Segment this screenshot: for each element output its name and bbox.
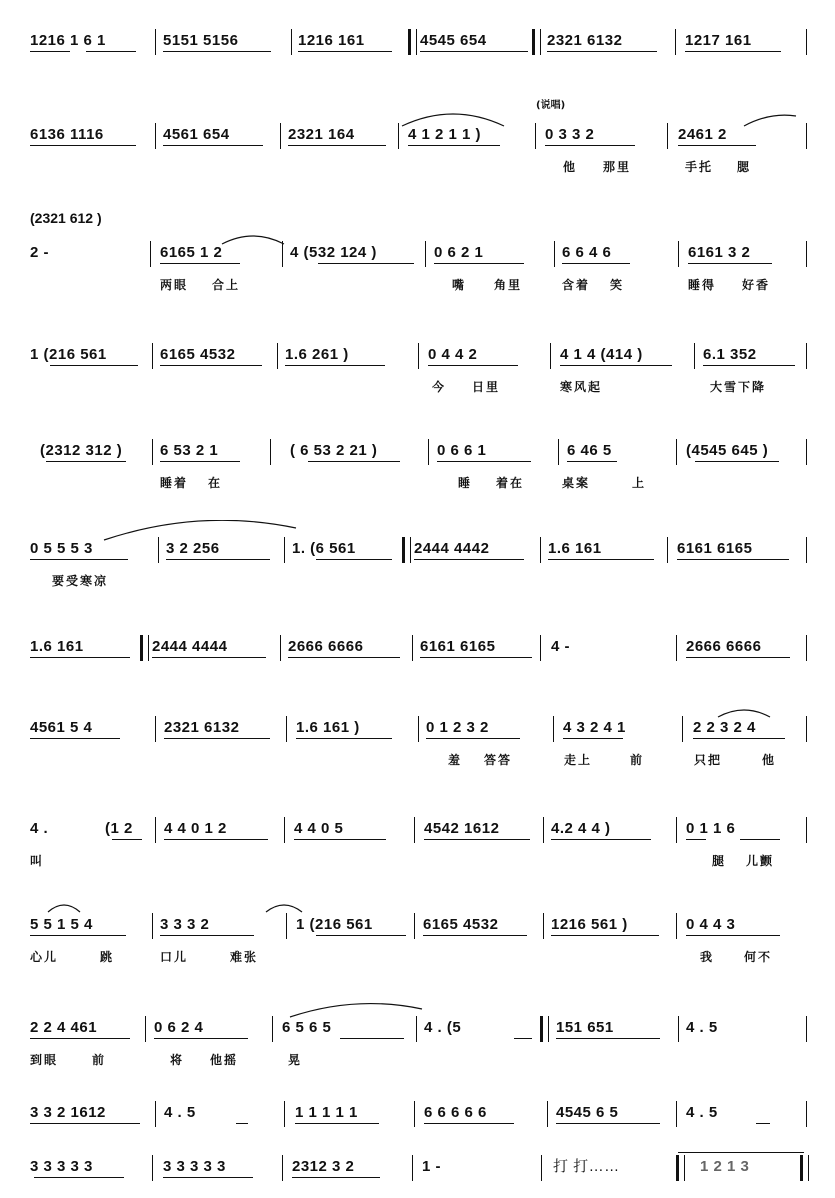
barline [428, 439, 429, 465]
slur [740, 112, 800, 130]
beam [30, 51, 70, 52]
measure: 2 2 3 2 4 [693, 719, 756, 736]
beam [30, 1123, 140, 1124]
barline [412, 635, 413, 661]
beam [423, 935, 527, 936]
measure: 1 (216 561 [296, 916, 373, 933]
measure: 151 651 [556, 1019, 614, 1036]
measure: 1.6 261 ) [285, 346, 349, 363]
measure: 1216 161 [298, 32, 365, 49]
lyric: 他摇 [210, 1053, 239, 1067]
lyric: 何不 [744, 950, 773, 964]
beam [686, 839, 706, 840]
measure: 1.6 161 ) [296, 719, 360, 736]
beam [152, 657, 266, 658]
measure: 0 1 1 6 [686, 820, 736, 837]
beam [308, 461, 400, 462]
beam [756, 1123, 770, 1124]
barline [155, 123, 156, 149]
beam [437, 461, 531, 462]
beam [163, 51, 271, 52]
beam [296, 738, 392, 739]
beam [164, 738, 270, 739]
beam [678, 145, 756, 146]
measure: 6.1 352 [703, 346, 757, 363]
barline [678, 241, 679, 267]
measure: 6 6 4 6 [562, 244, 612, 261]
lyric: 上 [632, 476, 647, 490]
measure: 4 . (5 [424, 1019, 462, 1036]
barline [155, 1101, 156, 1127]
measure: 6165 4532 [160, 346, 236, 363]
measure: 6161 6165 [420, 638, 496, 655]
barline [155, 716, 156, 742]
beam [30, 738, 120, 739]
measure: (2312 312 ) [40, 442, 123, 459]
barline [806, 241, 807, 267]
lyric: 大雪下降 [710, 380, 767, 394]
barline [152, 343, 153, 369]
barline [806, 716, 807, 742]
beam [408, 145, 500, 146]
measure: 6161 3 2 [688, 244, 751, 261]
measure: 3 3 3 2 [160, 916, 210, 933]
measure: 1 2 1 3 [700, 1158, 750, 1175]
barline [806, 123, 807, 149]
beam [434, 263, 524, 264]
beam [428, 365, 518, 366]
beam [30, 559, 128, 560]
beam [163, 1177, 253, 1178]
barline [412, 1155, 413, 1181]
barline [676, 439, 677, 465]
barline [280, 635, 281, 661]
barline [414, 817, 415, 843]
measure: 1 (216 561 [30, 346, 107, 363]
measure: 0 5 5 5 3 [30, 540, 93, 557]
barline [150, 241, 151, 267]
beam [686, 935, 780, 936]
lyric: 只把 [694, 753, 723, 767]
lyric: 跳 [100, 950, 115, 964]
barline [286, 716, 287, 742]
barline [550, 343, 551, 369]
lyric: 晃 [288, 1053, 303, 1067]
barline [152, 439, 153, 465]
measure: 1.6 161 [30, 638, 84, 655]
beam [340, 1038, 404, 1039]
measure: 1 1 1 1 1 [295, 1104, 358, 1121]
beam [50, 365, 138, 366]
beam [426, 738, 520, 739]
measure: 4 4 0 5 [294, 820, 344, 837]
barline [675, 29, 676, 55]
barline [155, 817, 156, 843]
beam [548, 559, 654, 560]
beam [686, 657, 790, 658]
lyric: 口儿 [160, 950, 189, 964]
barline [806, 1016, 807, 1042]
measure: 2666 6666 [686, 638, 762, 655]
barline [543, 817, 544, 843]
beam [292, 1177, 380, 1178]
measure: 1. (6 561 [292, 540, 356, 557]
beam [160, 365, 262, 366]
lyric: 心儿 [30, 950, 59, 964]
lyric: 羞 [448, 753, 463, 767]
barline [145, 1016, 146, 1042]
lyric: 儿颤 [746, 854, 775, 868]
lyric: 好香 [742, 278, 771, 292]
beam [693, 738, 785, 739]
barline [155, 29, 156, 55]
measure: 4 1 2 1 1 ) [408, 126, 482, 143]
beam [567, 461, 617, 462]
barline [676, 913, 677, 939]
lyric: 今 [432, 380, 447, 394]
lyric: 到眼 [30, 1053, 59, 1067]
repeat-barline [800, 1155, 809, 1181]
measure: 5151 5156 [163, 32, 239, 49]
beam [285, 365, 385, 366]
barline [806, 439, 807, 465]
beam [420, 51, 528, 52]
measure: 6165 1 2 [160, 244, 223, 261]
beam [318, 263, 414, 264]
barline [541, 1155, 542, 1181]
beam [236, 1123, 248, 1124]
measure: 3 3 3 3 3 [30, 1158, 93, 1175]
barline [678, 1016, 679, 1042]
beam [414, 559, 524, 560]
lyric: 角里 [494, 278, 523, 292]
barline [425, 241, 426, 267]
barline [806, 537, 807, 563]
beam [424, 1123, 514, 1124]
repeat-barline [676, 1155, 685, 1181]
beam [160, 935, 254, 936]
beam [688, 263, 772, 264]
measure: 1 - [422, 1158, 442, 1175]
barline [540, 537, 541, 563]
beam [160, 263, 240, 264]
beam [294, 839, 386, 840]
measure: 0 4 4 2 [428, 346, 478, 363]
lyric: 走上 [564, 753, 593, 767]
lyric: 他 [563, 160, 578, 174]
measure: 6 53 2 1 [160, 442, 219, 459]
measure: ( 6 53 2 21 ) [290, 442, 378, 459]
barline [543, 913, 544, 939]
measure: 4 (532 124 ) [290, 244, 377, 261]
barline [547, 1101, 548, 1127]
lyric: 合上 [212, 278, 241, 292]
barline [416, 1016, 417, 1042]
lyric: 前 [92, 1053, 107, 1067]
lyric: 手托 [685, 160, 714, 174]
beam [46, 461, 126, 462]
measure: 0 1 2 3 2 [426, 719, 489, 736]
beam [695, 461, 779, 462]
beam [288, 145, 386, 146]
barline [553, 716, 554, 742]
beam [30, 1038, 130, 1039]
measure: 4545 6 5 [556, 1104, 619, 1121]
measure: 1217 161 [685, 32, 752, 49]
measure: 1216 1 6 1 [30, 32, 106, 49]
beam [551, 839, 651, 840]
barline [694, 343, 695, 369]
beam [166, 559, 270, 560]
beam [34, 1177, 124, 1178]
beam [677, 559, 789, 560]
beam [316, 559, 392, 560]
lyric: 两眼 [160, 278, 189, 292]
slur [218, 230, 288, 246]
measure: 6 6 6 6 6 [424, 1104, 487, 1121]
beam [298, 51, 392, 52]
beam [112, 839, 142, 840]
barline [535, 123, 536, 149]
repeat-barline [532, 29, 541, 55]
beam [740, 839, 780, 840]
barline [286, 913, 287, 939]
lyric: 睡着 [160, 476, 189, 490]
measure: 4561 5 4 [30, 719, 93, 736]
barline [806, 29, 807, 55]
barline [540, 635, 541, 661]
barline [282, 1155, 283, 1181]
measure: 2321 164 [288, 126, 355, 143]
measure: 2444 4444 [152, 638, 228, 655]
measure: 4 . [30, 820, 49, 837]
barline [554, 241, 555, 267]
lyric: 腿 [712, 854, 727, 868]
lyric: 嘴 [452, 278, 467, 292]
measure: 4561 654 [163, 126, 230, 143]
beam [514, 1038, 532, 1039]
barline [152, 1155, 153, 1181]
measure: 0 4 4 3 [686, 916, 736, 933]
measure: 4 . 5 [686, 1019, 718, 1036]
beam [551, 935, 659, 936]
slur [398, 108, 508, 128]
measure: 2321 6132 [164, 719, 240, 736]
slur [286, 1001, 426, 1019]
beam [154, 1038, 248, 1039]
beam [562, 263, 630, 264]
measure: 6 46 5 [567, 442, 612, 459]
measure: 4 4 0 1 2 [164, 820, 227, 837]
beam [420, 657, 532, 658]
measure: 5 5 1 5 4 [30, 916, 93, 933]
measure: (4545 645 ) [686, 442, 769, 459]
barline [280, 123, 281, 149]
measure: 0 6 6 1 [437, 442, 487, 459]
beam [30, 145, 136, 146]
lyric: 寒风起 [560, 380, 603, 394]
lyric: 难张 [230, 950, 259, 964]
beam [30, 657, 130, 658]
measure: 4 1 4 (414 ) [560, 346, 643, 363]
barline [806, 1101, 807, 1127]
measure: 0 3 3 2 [545, 126, 595, 143]
lyric: 桌案 [562, 476, 591, 490]
barline [682, 716, 683, 742]
beam [556, 1123, 660, 1124]
barline [418, 716, 419, 742]
lyric: 他 [762, 753, 777, 767]
measure: 3 2 256 [166, 540, 220, 557]
barline [806, 343, 807, 369]
lyric: 要受寒凉 [52, 574, 109, 588]
lyric: 将 [170, 1053, 185, 1067]
measure: 6 5 6 5 [282, 1019, 332, 1036]
barline [418, 343, 419, 369]
barline [272, 1016, 273, 1042]
section-label: (说唱) [536, 100, 566, 111]
beam [164, 839, 268, 840]
lyric: 睡 [458, 476, 473, 490]
lyric: 睡得 [688, 278, 717, 292]
measure: 4542 1612 [424, 820, 500, 837]
measure: 1.6 161 [548, 540, 602, 557]
measure: 6161 6165 [677, 540, 753, 557]
measure: 6165 4532 [423, 916, 499, 933]
measure: 4 . 5 [686, 1104, 718, 1121]
measure: 6136 1116 [30, 126, 104, 143]
lyric: 那里 [603, 160, 632, 174]
beam [163, 145, 263, 146]
measure: 1216 561 ) [551, 916, 628, 933]
barline [676, 635, 677, 661]
barline [676, 817, 677, 843]
beam [547, 51, 657, 52]
beam [295, 1123, 379, 1124]
barline [270, 439, 271, 465]
beam [316, 935, 406, 936]
repeat-barline [540, 1016, 549, 1042]
barline [806, 635, 807, 661]
measure: 0 6 2 4 [154, 1019, 204, 1036]
lyric: 叫 [30, 854, 45, 868]
barline [667, 123, 668, 149]
beam [160, 461, 240, 462]
measure: 4 . 5 [164, 1104, 196, 1121]
slur [714, 705, 774, 719]
repeat-barline [402, 537, 411, 563]
barline [152, 913, 153, 939]
measure: 2 - [30, 244, 50, 261]
measure: 4545 654 [420, 32, 487, 49]
beam [30, 935, 126, 936]
repeat-barline [140, 635, 149, 661]
beam [556, 1038, 660, 1039]
measure: 2444 4442 [414, 540, 490, 557]
lyric: 含着 [562, 278, 591, 292]
barline [284, 817, 285, 843]
measure: 3 3 3 3 3 [163, 1158, 226, 1175]
lyric: 腮 [737, 160, 752, 174]
lyric: 在 [208, 476, 223, 490]
beam [560, 365, 672, 366]
measure: 4.2 4 4 ) [551, 820, 611, 837]
slur [262, 900, 306, 914]
measure: (1 2 [105, 820, 133, 837]
barline [277, 343, 278, 369]
measure: 4 - [551, 638, 571, 655]
beam [703, 365, 795, 366]
barline [667, 537, 668, 563]
beam [288, 657, 400, 658]
measure: 2312 3 2 [292, 1158, 355, 1175]
slur [44, 900, 84, 914]
measure: 4 3 2 4 1 [563, 719, 626, 736]
repeat-barline [408, 29, 417, 55]
measure: 2 2 4 461 [30, 1019, 98, 1036]
lyric: 着在 [496, 476, 525, 490]
measure: 打 打…… [553, 1158, 620, 1175]
measure: 3 3 2 1612 [30, 1104, 106, 1121]
barline [676, 1101, 677, 1127]
barline [558, 439, 559, 465]
barline [414, 913, 415, 939]
measure: 0 6 2 1 [434, 244, 484, 261]
barline [414, 1101, 415, 1127]
barline [806, 817, 807, 843]
lyric: 我 [700, 950, 715, 964]
lyric: 前 [630, 753, 645, 767]
barline [284, 1101, 285, 1127]
beam [424, 839, 530, 840]
slur [100, 520, 300, 542]
measure: 2461 2 [678, 126, 727, 143]
lyric: 笑 [610, 278, 625, 292]
measure: 2666 6666 [288, 638, 364, 655]
prelude-note: (2321 612 ) [30, 210, 102, 226]
barline [291, 29, 292, 55]
lyric: 日里 [472, 380, 501, 394]
lyric: 答答 [484, 753, 513, 767]
beam [545, 145, 635, 146]
beam [563, 738, 623, 739]
measure: 2321 6132 [547, 32, 623, 49]
beam [685, 51, 781, 52]
beam [86, 51, 136, 52]
